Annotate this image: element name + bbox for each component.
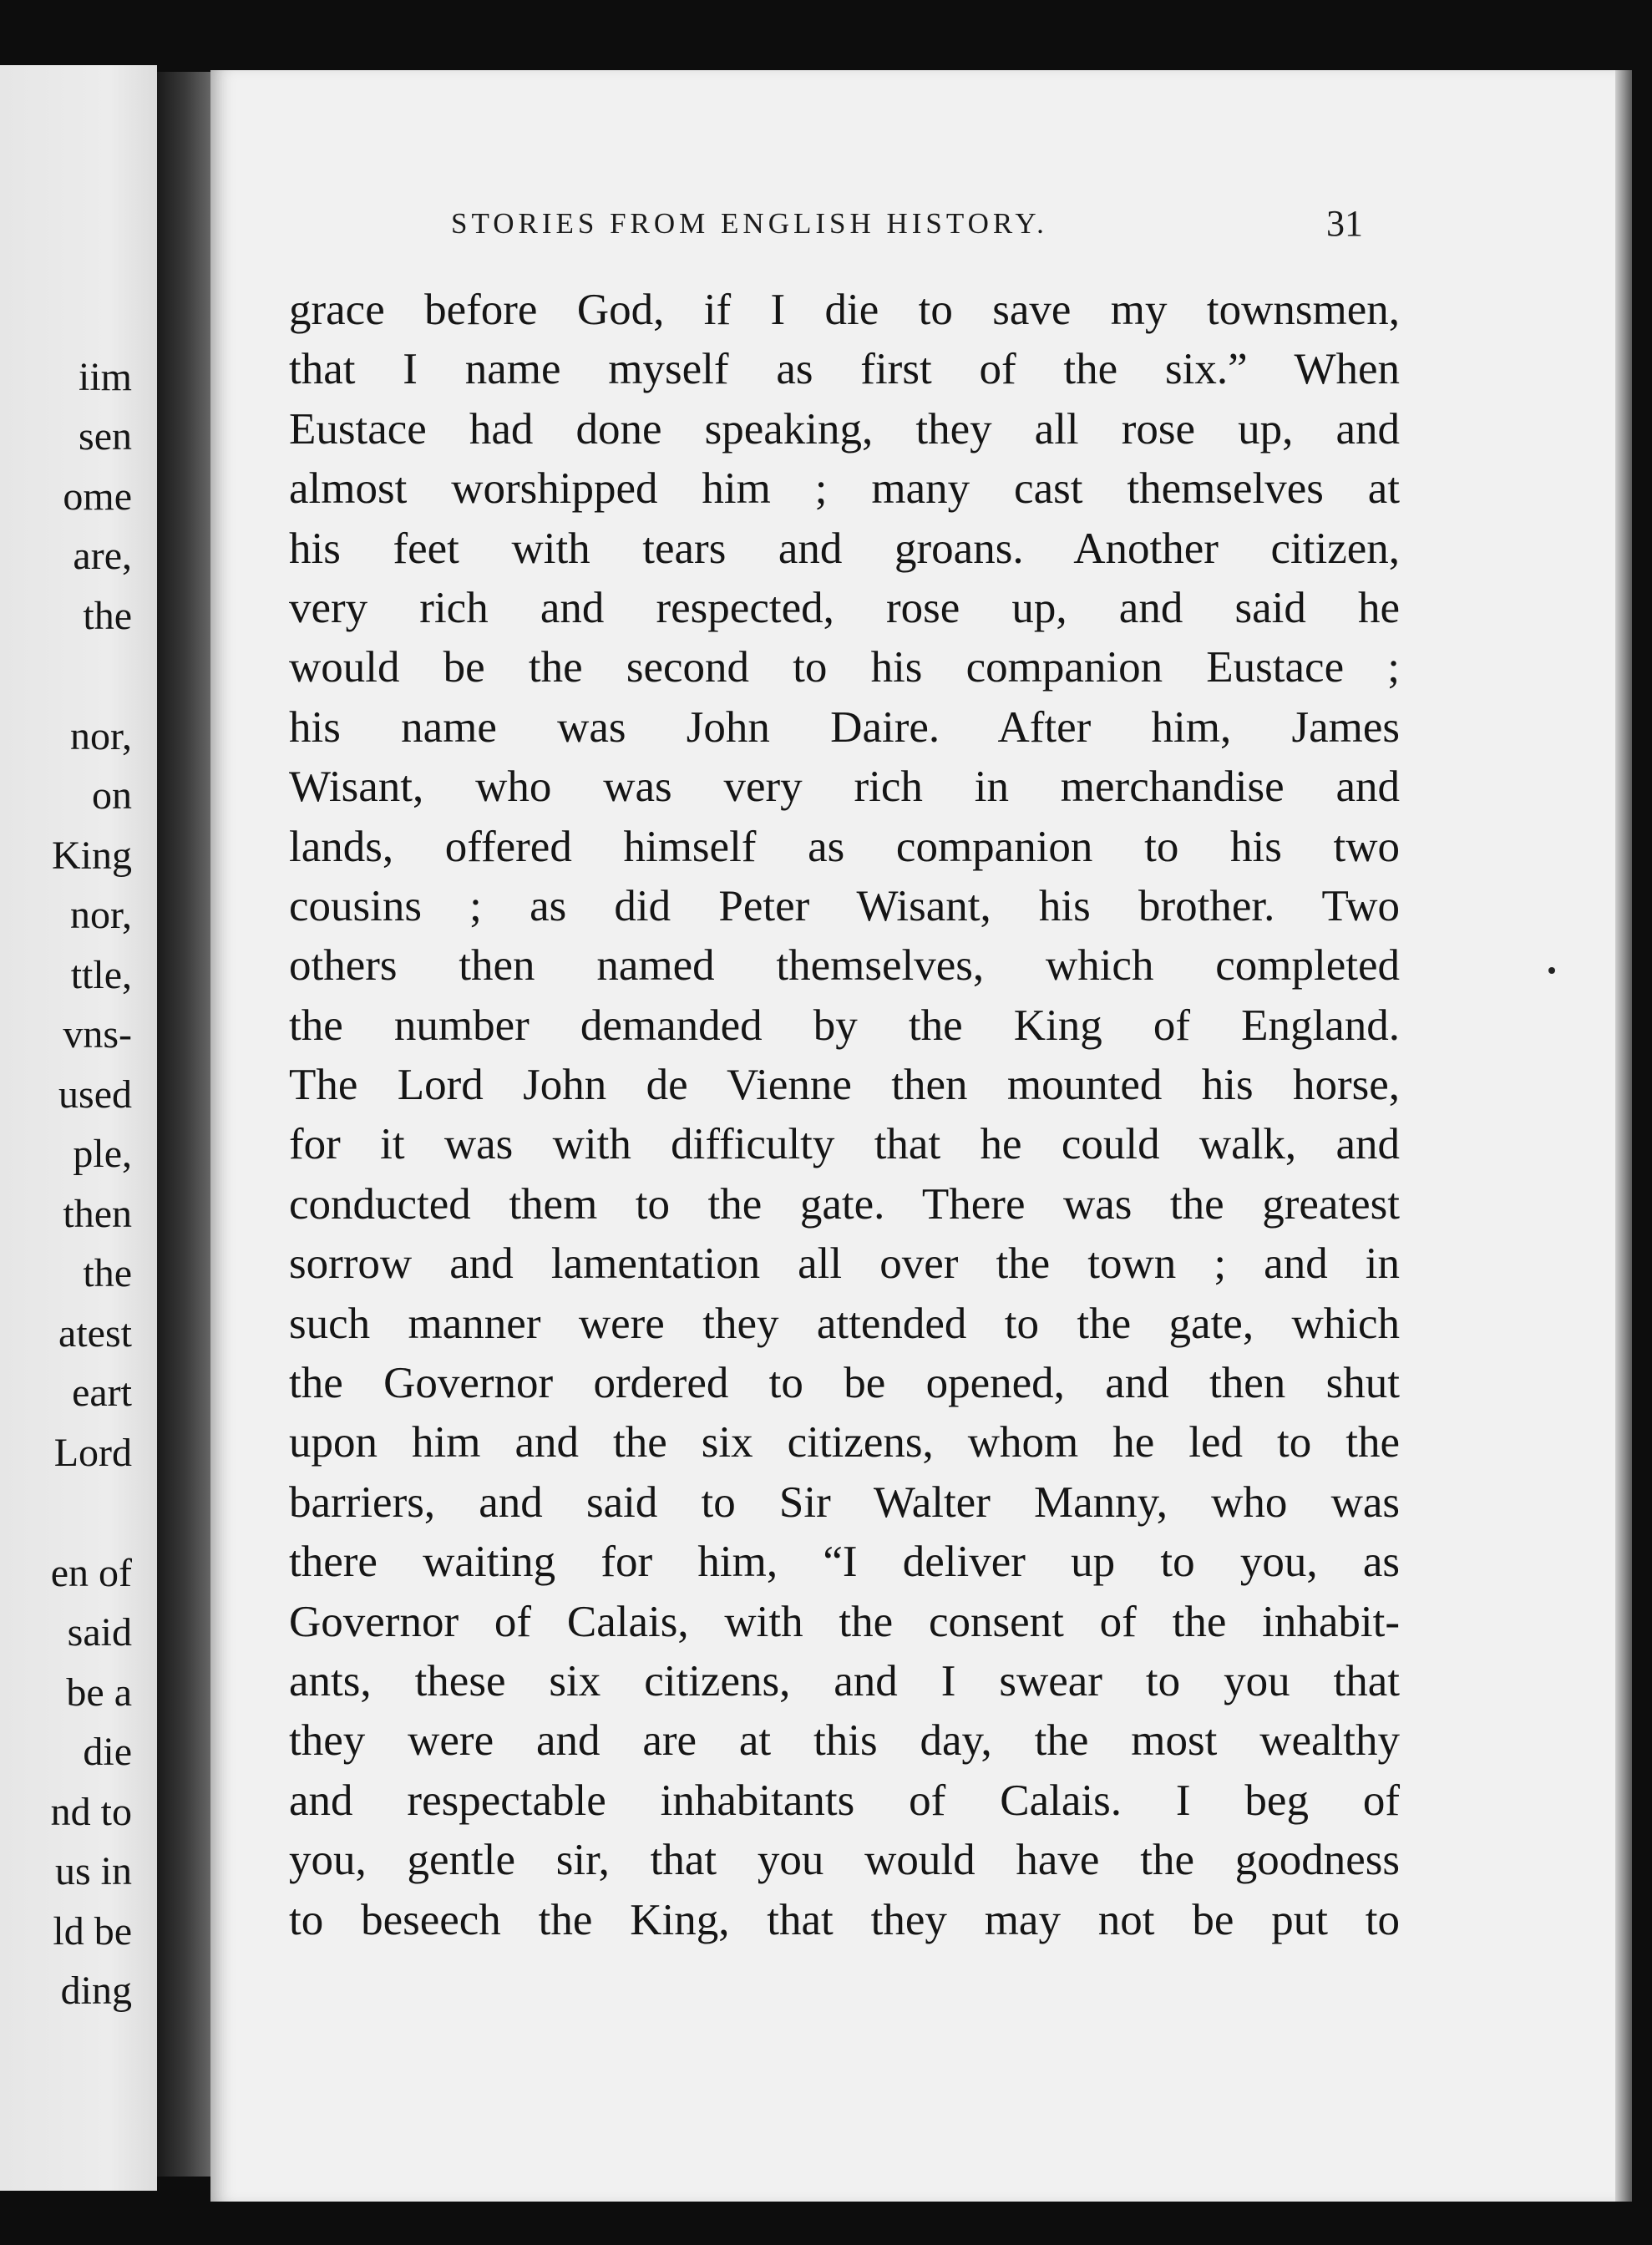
text-line: almost worshipped him ; many cast themselves at [289,464,1400,514]
text-line: ants, these six citizens, and I swear to you that [289,1656,1400,1705]
facing-page-fragment: used [58,1072,132,1117]
facing-page-fragment: nor, [69,893,132,937]
text-line: sorrow and lamentation all over the town ; and in [289,1239,1400,1289]
ink-speck [1548,967,1555,974]
text-line: to beseech the King, that they may not be put to [289,1895,1400,1944]
facing-page-fragment: said [67,1610,132,1655]
facing-page-fragment: the [83,1251,132,1295]
text-line: upon him and the six citizens, whom he led to the [289,1418,1400,1467]
text-line: his name was John Daire. After him, James [289,702,1400,752]
facing-page-fragment: are, [73,534,132,578]
text-line: there waiting for him, “I deliver up to you, as [289,1538,1400,1587]
text-line: that I name myself as first of the six.” When [289,345,1400,394]
text-line: lands, offered himself as companion to his two [289,822,1400,871]
facing-page-fragment: the [83,594,132,638]
text-line: Governor of Calais, with the consent of the inhabit- [289,1597,1400,1646]
facing-page-fragment: then [63,1192,132,1236]
text-line: grace before God, if I die to save my townsmen, [289,286,1400,334]
facing-page-fragment: King [52,834,132,878]
facing-page-fragment: sen [79,414,132,459]
facing-page-fragment: on [92,773,132,818]
text-line: very rich and respected, rose up, and said he [289,583,1400,632]
text-line: Wisant, who was very rich in merchandise and [289,763,1400,812]
body-text [289,281,1400,1950]
page-number: 31 [1326,203,1363,244]
page-edge-shadow [1615,70,1632,2202]
text-line: The Lord John de Vienne then mounted his horse, [289,1061,1400,1110]
facing-page-fragment: nd to [50,1790,132,1834]
facing-page-fragment: nor, [69,714,132,758]
facing-page-fragment: us in [54,1849,132,1893]
text-line: such manner were they attended to the gate, which [289,1299,1400,1348]
facing-page-fragment: iim [78,355,132,399]
facing-page-edge [0,65,157,2191]
text-line: cousins ; as did Peter Wisant, his brother. Two [289,881,1400,930]
facing-page-fragment: Lord [53,1431,132,1475]
text-line: the Governor ordered to be opened, and then shut [289,1359,1400,1408]
facing-page-fragment: en of [50,1551,132,1595]
facing-page-fragment: ld be [53,1909,132,1954]
running-head: STORIES FROM ENGLISH HISTORY. [451,207,1048,240]
text-line: barriers, and said to Sir Walter Manny, who was [289,1477,1400,1527]
text-line: his feet with tears and groans. Another citizen, [289,524,1400,573]
text-line: Eustace had done speaking, they all rose up, and [289,404,1400,454]
text-line: they were and are at this day, the most wealthy [289,1716,1400,1766]
facing-page-fragment: vns- [63,1012,132,1057]
text-line: conducted them to the gate. There was the greatest [289,1179,1400,1229]
text-line: the number demanded by the King of England. [289,1001,1400,1050]
facing-page-fragment: atest [58,1311,132,1356]
text-line: you, gentle sir, that you would have the goodness [289,1836,1400,1885]
facing-page-fragment: ome [63,474,132,519]
facing-page-fragment: ttle, [70,953,132,997]
facing-page-fragment: die [83,1730,132,1774]
facing-page-fragment: ple, [73,1132,132,1176]
text-line: and respectable inhabitants of Calais. I beg of [289,1776,1400,1825]
text-line: would be the second to his companion Eustace ; [289,643,1400,692]
text-line: others then named themselves, which completed [289,941,1400,991]
facing-page-fragment: be a [66,1670,132,1715]
text-line: for it was with difficulty that he could walk, and [289,1120,1400,1169]
facing-page-fragment: eart [72,1371,132,1415]
facing-page-fragment: ding [60,1969,132,2013]
